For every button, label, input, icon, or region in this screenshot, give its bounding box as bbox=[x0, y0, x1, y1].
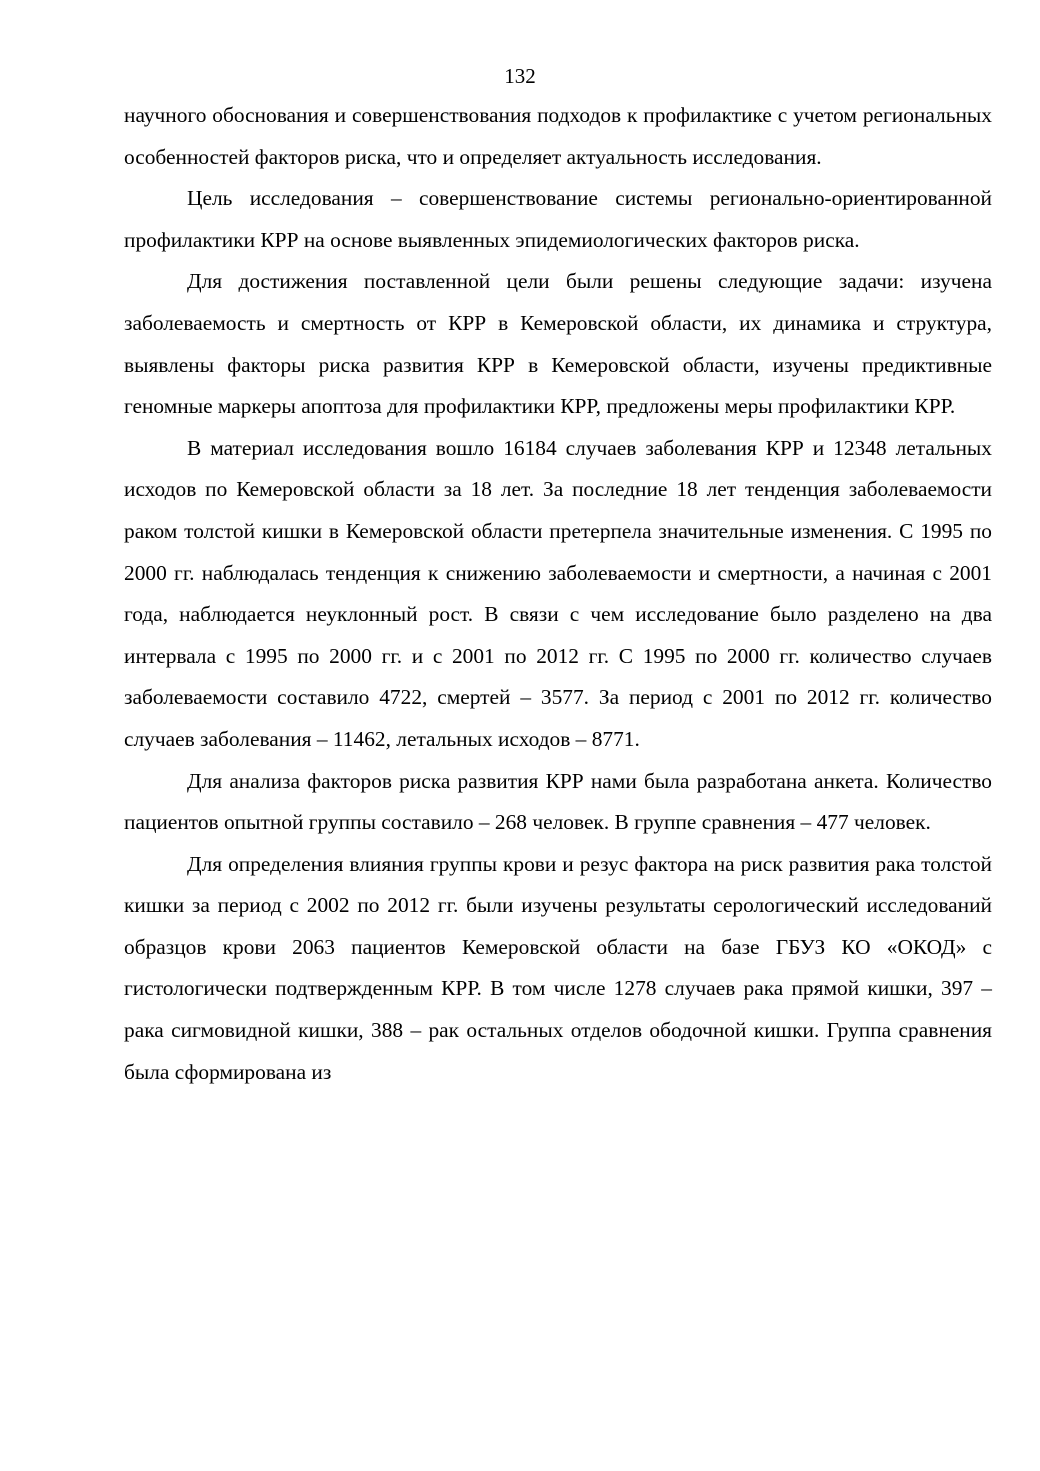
paragraph-4: В материал исследования вошло 16184 случаев заболевания КРР и 12348 летальных исходов по Кемеровской области за 18 лет. За последние 18 лет тенденция заболеваемости раком толстой кишки в Кемеровской области претерпела значительные изменения. С 1995 по 2000 гг. наблюдалась тенденция к снижению заболеваемости и смертности, а начиная с 2001 года, наблюдается неуклонный рост. В связи с чем исследование было разделено на два интервала с 1995 по 2000 гг. и с 2001 по 2012 гг. С 1995 по 2000 гг. количество случаев заболеваемости составило 4722, смертей – 3577. За период с 2001 по 2012 гг. количество случаев заболевания – 11462, летальных исходов – 8771. bbox=[124, 435, 992, 751]
paragraph-6: Для определения влияния группы крови и резус фактора на риск развития рака толстой кишки за период с 2002 по 2012 гг. были изучены результаты серологический исследований образцов крови 2063 пациентов Кемеровской области на базе ГБУЗ КО «ОКОД» с гистологически подтвержденным КРР. В том числе 1278 случаев рака прямой кишки, 397 – рака сигмовидной кишки, 388 – рак остальных отделов ободочной кишки. Группа сравнения была сформирована из bbox=[124, 851, 992, 1084]
document-body bbox=[124, 95, 992, 1093]
paragraph-2: Цель исследования – совершенствование системы регионально-ориентированной профилактики КРР на основе выявленных эпидемиологических факторов риска. bbox=[124, 186, 992, 252]
page-number: 132 bbox=[504, 64, 536, 88]
paragraph-5: Для анализа факторов риска развития КРР нами была разработана анкета. Количество пациентов опытной группы составило – 268 человек. В группе сравнения – 477 человек. bbox=[124, 768, 992, 835]
paragraph-3: Для достижения поставленной цели были решены следующие задачи: изучена заболеваемость и смертность от КРР в Кемеровской области, их динамика и структура, выявлены факторы риска развития КРР в Кемеровской области, изучены предиктивные геномные маркеры апоптоза для профилактики КРР, предложены меры профилактики КРР. bbox=[124, 269, 992, 419]
paragraph-1: научного обоснования и совершенствования подходов к профилактике с учетом региональных особенностей факторов риска, что и определяет актуальность исследования. bbox=[124, 103, 992, 169]
